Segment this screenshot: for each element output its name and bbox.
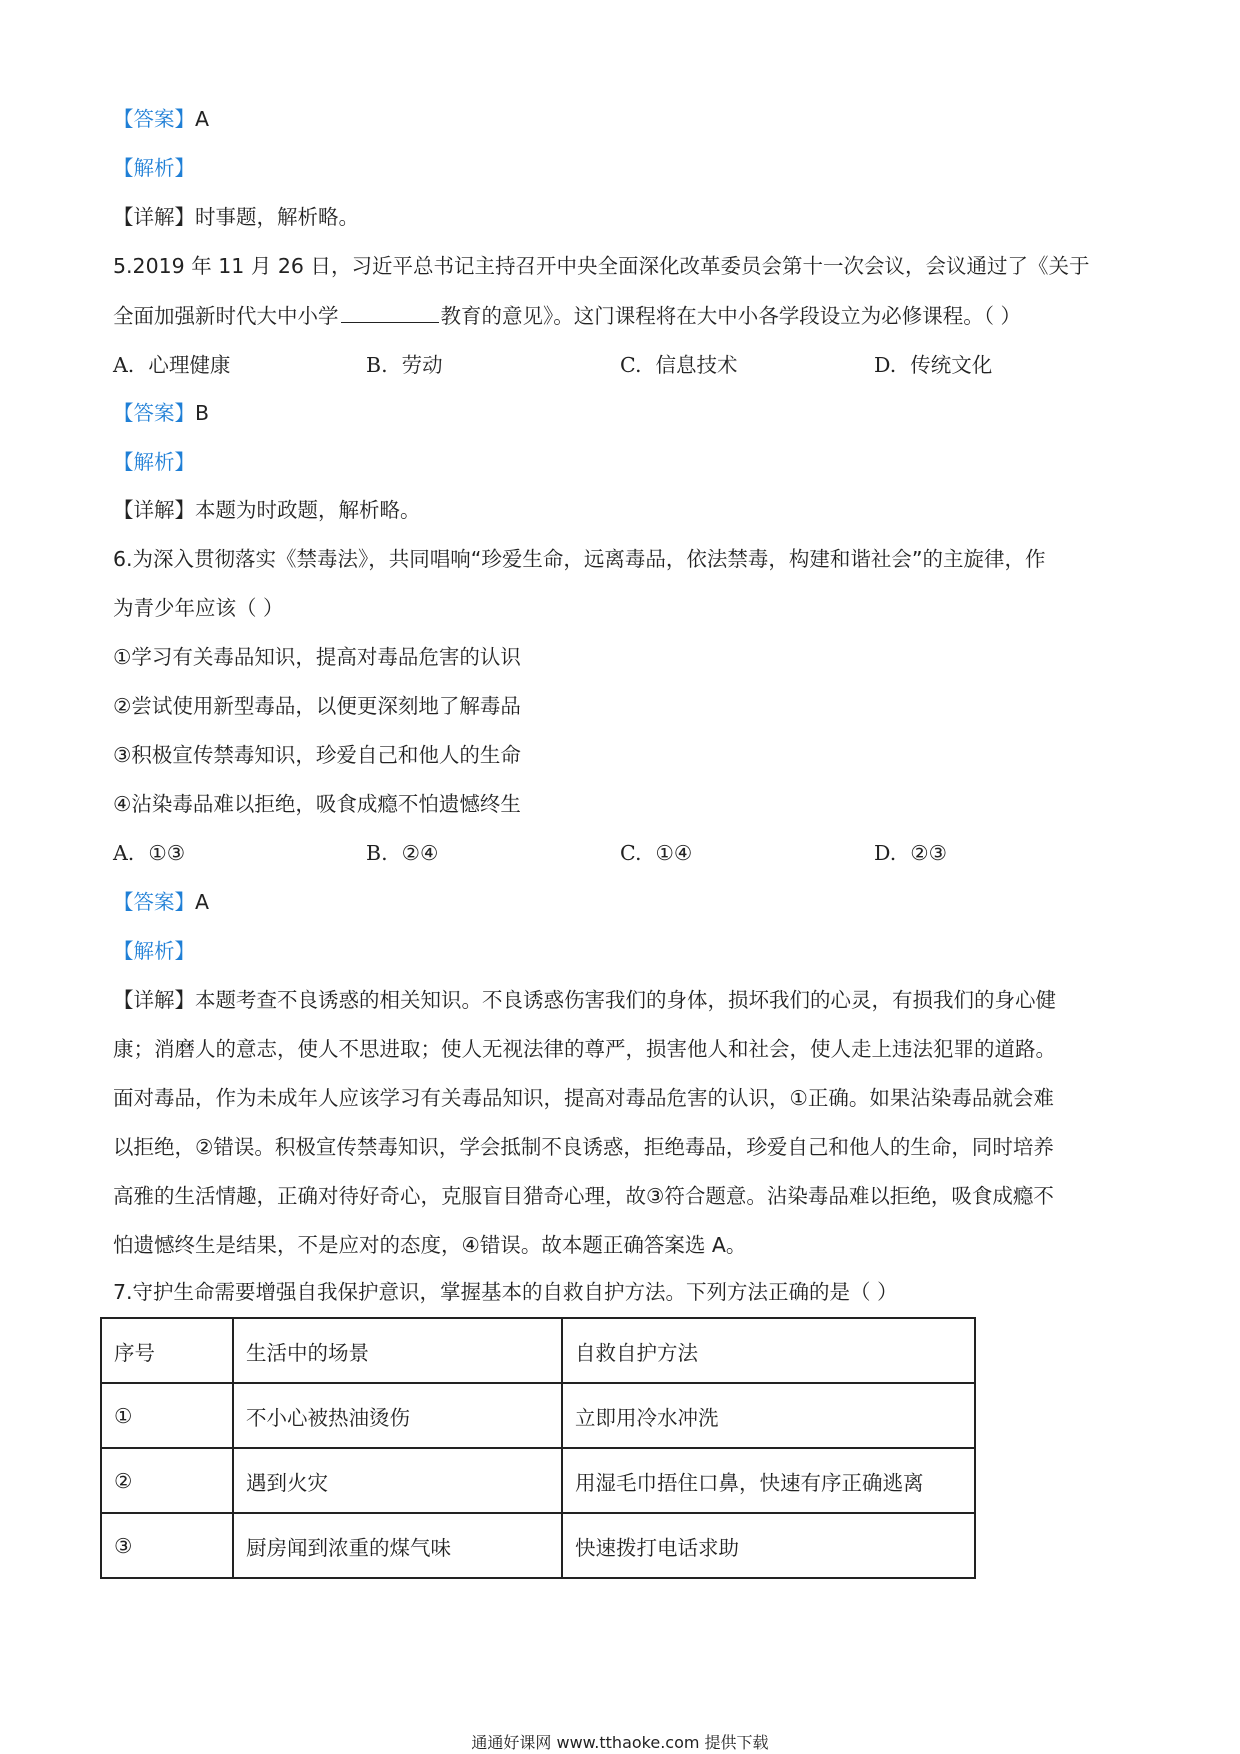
q6-option-a: A. ①③ <box>113 841 186 865</box>
answer-tag: 【答案】 <box>113 401 195 425</box>
detail-text: 时事题，解析略。 <box>195 205 359 229</box>
q5-answer-line <box>113 398 209 428</box>
answer-tag: 【答案】 <box>113 107 195 131</box>
q6-detail-line-3: 面对毒品，作为未成年人应该学习有关毒品知识，提高对毒品危害的认识，①正确。如果沾染毒品就会难 <box>113 1086 1054 1110</box>
table-header-cell: 自救自护方法 <box>562 1318 975 1383</box>
q6-analysis-line <box>113 936 195 966</box>
fill-blank <box>341 300 439 323</box>
analysis-tag: 【解析】 <box>113 450 195 474</box>
detail-tag: 【详解】 <box>113 988 195 1012</box>
q6-stem-line-1: 6.为深入贯彻落实《禁毒法》，共同唱响“珍爱生命，远离毒品，依法禁毒，构建和谐社会”的主旋律，作 <box>113 547 1046 571</box>
table-row <box>101 1448 975 1513</box>
q4-detail-line <box>113 202 359 232</box>
answer-tag: 【答案】 <box>113 890 195 914</box>
table-cell: 立即用冷水冲洗 <box>562 1383 975 1448</box>
q7-table <box>100 1317 976 1579</box>
q5-option-d: D. 传统文化 <box>874 353 993 377</box>
q6-detail-line-6: 怕遗憾终生是结果，不是应对的态度，④错误。故本题正确答案选 A。 <box>113 1233 747 1257</box>
table-cell: 快速拨打电话求助 <box>562 1513 975 1578</box>
q5-stem-line-2 <box>113 300 1021 331</box>
table-cell: ① <box>101 1383 233 1448</box>
table-cell: 用湿毛巾捂住口鼻，快速有序正确逃离 <box>562 1448 975 1513</box>
analysis-tag: 【解析】 <box>113 156 195 180</box>
q6-detail-line-4: 以拒绝，②错误。积极宣传禁毒知识，学会抵制不良诱惑，拒绝毒品，珍爱自己和他人的生命，同时培养 <box>113 1135 1054 1159</box>
q7-stem-line-1: 7.守护生命需要增强自我保护意识，掌握基本的自救自护方法。下列方法正确的是（ ） <box>113 1280 898 1304</box>
table-cell: 不小心被热油烫伤 <box>233 1383 562 1448</box>
detail-text: 本题考查不良诱惑的相关知识。不良诱惑伤害我们的身体，损坏我们的心灵，有损我们的身心健 <box>195 988 1056 1012</box>
q6-detail-line-1 <box>113 985 1056 1015</box>
q6-answer-line <box>113 887 209 917</box>
q6-detail-line-2: 康；消磨人的意志，使人不思进取；使人无视法律的尊严，损害他人和社会，使人走上违法犯罪的道路。 <box>113 1037 1056 1061</box>
table-row <box>101 1513 975 1578</box>
q5-option-c: C. 信息技术 <box>620 353 738 377</box>
detail-tag: 【详解】 <box>113 498 195 522</box>
q6-item-2: ②尝试使用新型毒品，以便更深刻地了解毒品 <box>113 694 521 718</box>
q4-analysis-line <box>113 153 195 183</box>
q6-stem-line-2: 为青少年应该（ ） <box>113 596 284 620</box>
detail-text: 本题为时政题，解析略。 <box>195 498 421 522</box>
q6-option-c: C. ①④ <box>620 841 693 865</box>
q6-item-1: ①学习有关毒品知识，提高对毒品危害的认识 <box>113 645 521 669</box>
q5-option-a: A. 心理健康 <box>113 353 231 377</box>
q6-detail-line-5: 高雅的生活情趣，正确对待好奇心，克服盲目猎奇心理，故③符合题意。沾染毒品难以拒绝，吸食成瘾不 <box>113 1184 1054 1208</box>
q6-option-b: B. ②④ <box>366 841 439 865</box>
table-cell: ③ <box>101 1513 233 1578</box>
q5-stem-post: 教育的意见》。这门课程将在大中小各学段设立为必修课程。（ ） <box>440 304 1022 328</box>
q4-answer-line <box>113 104 209 134</box>
detail-tag: 【详解】 <box>113 205 195 229</box>
table-row <box>101 1383 975 1448</box>
answer-value: B <box>195 401 210 425</box>
q5-option-b: B. 劳动 <box>366 353 443 377</box>
q6-option-d: D. ②③ <box>874 841 947 865</box>
table-header-row <box>101 1318 975 1383</box>
page-footer: 通通好课网 www.tthaoke.com 提供下载 <box>471 1733 769 1752</box>
table-header-cell: 生活中的场景 <box>233 1318 562 1383</box>
answer-value: A <box>195 890 210 914</box>
q5-detail-line <box>113 495 421 525</box>
table-cell: 厨房闻到浓重的煤气味 <box>233 1513 562 1578</box>
table-cell: 遇到火灾 <box>233 1448 562 1513</box>
table-cell: ② <box>101 1448 233 1513</box>
q5-stem-pre: 全面加强新时代大中小学 <box>113 304 339 328</box>
q6-item-3: ③积极宣传禁毒知识，珍爱自己和他人的生命 <box>113 743 521 767</box>
table-header-cell: 序号 <box>101 1318 233 1383</box>
q6-item-4: ④沾染毒品难以拒绝，吸食成瘾不怕遗憾终生 <box>113 792 521 816</box>
analysis-tag: 【解析】 <box>113 939 195 963</box>
answer-value: A <box>195 107 210 131</box>
q5-analysis-line <box>113 447 195 477</box>
q5-stem-line-1: 5.2019 年 11 月 26 日，习近平总书记主持召开中央全面深化改革委员会第十一次会议，会议通过了《关于 <box>113 254 1090 278</box>
